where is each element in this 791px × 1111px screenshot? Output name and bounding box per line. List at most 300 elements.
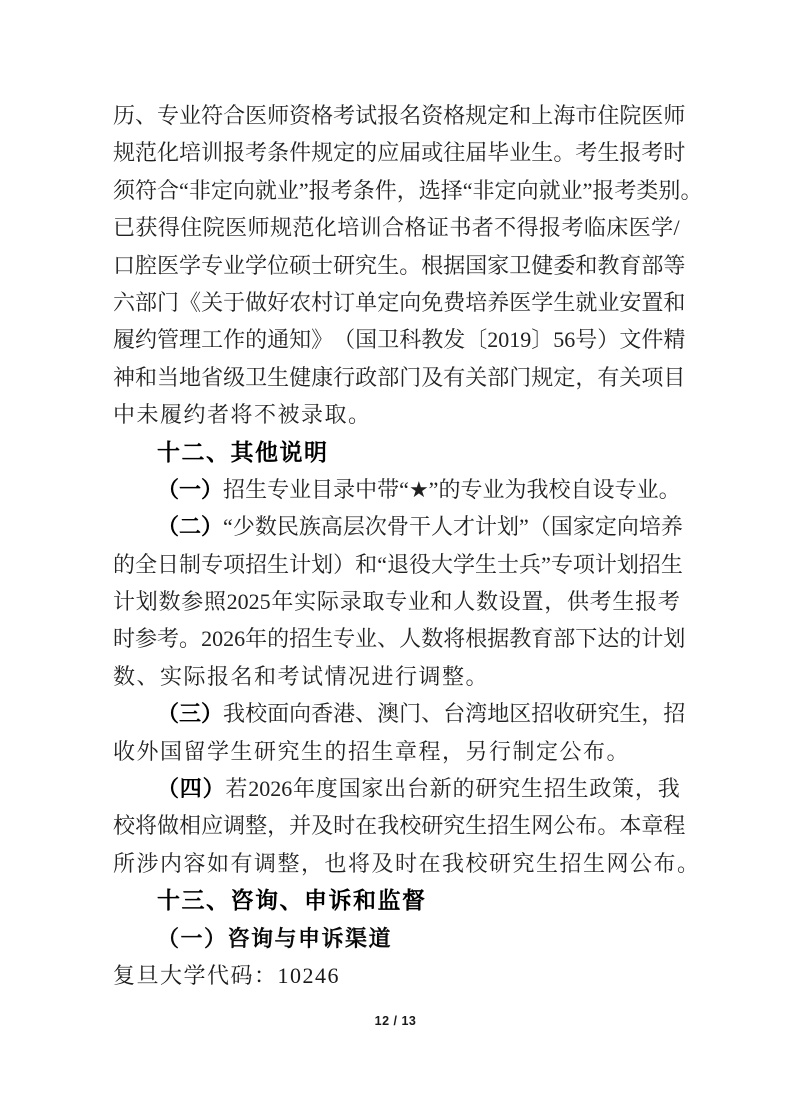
glyph: 部 <box>487 364 510 390</box>
glyph: ” <box>519 514 529 540</box>
glyph: 。 <box>658 476 681 502</box>
glyph: 置 <box>641 289 664 315</box>
glyph: 役 <box>408 551 431 577</box>
glyph: 育 <box>531 626 554 652</box>
text-line <box>113 172 703 209</box>
glyph: 专 <box>201 551 224 577</box>
glyph: 计 <box>474 514 497 540</box>
glyph: 培 <box>638 514 661 540</box>
glyph: 时 <box>333 813 356 839</box>
glyph: 者 <box>471 215 494 241</box>
glyph: 管 <box>157 327 180 353</box>
glyph: 健 <box>531 252 554 278</box>
glyph: 约 <box>135 327 158 353</box>
glyph: 不 <box>494 215 517 241</box>
glyph: 计 <box>113 589 136 615</box>
glyph: 专 <box>385 589 408 615</box>
text-line <box>113 284 686 321</box>
glyph: 已 <box>113 215 136 241</box>
glyph: 报 <box>635 589 658 615</box>
glyph: 非 <box>472 177 495 203</box>
glyph: 专 <box>333 626 356 652</box>
glyph: 四 <box>179 776 202 802</box>
glyph: 二 <box>179 514 202 540</box>
glyph: 履 <box>113 327 136 353</box>
glyph: 招 <box>638 551 661 577</box>
glyph: ” <box>582 177 593 203</box>
glyph: 取 <box>362 589 385 615</box>
glyph: 师 <box>247 215 270 241</box>
glyph: 港 <box>333 701 356 727</box>
glyph: 策 <box>612 776 635 802</box>
glyph: 目 <box>311 476 334 502</box>
glyph: 面 <box>267 701 290 727</box>
glyph: 划 <box>616 551 639 577</box>
glyph: 的 <box>113 551 136 577</box>
glyph: 关 <box>465 364 488 390</box>
glyph: ） <box>597 327 620 353</box>
glyph: 格 <box>404 215 427 241</box>
glyph: 的 <box>438 476 461 502</box>
glyph: 为 <box>504 476 527 502</box>
glyph: 有 <box>443 364 466 390</box>
glyph: 卫 <box>245 364 268 390</box>
glyph: 和 <box>355 551 378 577</box>
glyph: 生 <box>475 551 498 577</box>
glyph: 就 <box>575 289 598 315</box>
glyph: 专 <box>550 551 573 577</box>
glyph: 项 <box>572 551 595 577</box>
glyph: 次 <box>364 514 387 540</box>
glyph: 度 <box>315 776 338 802</box>
glyph: 专 <box>157 103 180 128</box>
glyph: 、 <box>355 701 378 727</box>
glyph: ， <box>641 701 664 727</box>
glyph: 六 <box>113 289 136 315</box>
glyph: 时 <box>663 140 686 166</box>
glyph: ） <box>201 701 224 727</box>
text-line <box>113 396 680 433</box>
glyph: 非 <box>188 177 211 203</box>
glyph: 安 <box>619 289 642 315</box>
glyph: 门 <box>509 364 532 390</box>
glyph: 人 <box>453 589 476 615</box>
glyph: 和 <box>575 252 598 278</box>
glyph: 年 <box>271 589 294 615</box>
glyph: “ <box>462 177 473 203</box>
glyph: 及 <box>311 813 334 839</box>
glyph: 格 <box>443 103 466 128</box>
glyph: 范 <box>135 140 158 166</box>
glyph: 范 <box>292 215 315 241</box>
glyph: 住 <box>597 103 620 128</box>
glyph: 业 <box>355 626 378 652</box>
glyph: 医 <box>628 215 651 241</box>
glyph: 条 <box>267 140 290 166</box>
glyph: 件 <box>374 177 397 203</box>
glyph: 招 <box>245 551 268 577</box>
glyph: 骨 <box>386 514 409 540</box>
glyph: 士 <box>497 551 520 577</box>
glyph: 校 <box>113 813 136 839</box>
glyph: 符 <box>135 177 158 203</box>
glyph: 证 <box>426 215 449 241</box>
glyph: 计 <box>641 626 664 652</box>
glyph: 一 <box>179 476 202 502</box>
glyph: 设 <box>592 476 615 502</box>
glyph: 考 <box>575 140 598 166</box>
glyph: 和 <box>663 289 686 315</box>
glyph: 报 <box>592 177 615 203</box>
glyph: 置 <box>521 589 544 615</box>
glyph: 临 <box>583 215 606 241</box>
glyph: 院 <box>619 103 642 128</box>
glyph: 考 <box>589 589 612 615</box>
glyph: 澳 <box>377 701 400 727</box>
glyph: 部 <box>553 626 576 652</box>
glyph: 及 <box>421 364 444 390</box>
glyph: “ <box>377 551 387 577</box>
glyph: 考 <box>330 177 353 203</box>
glyph: 三 <box>179 701 202 727</box>
glyph: 免 <box>421 289 444 315</box>
glyph: 研 <box>333 252 356 278</box>
text-segment: 十三、咨询、申诉和监督 <box>157 887 427 914</box>
glyph: 香 <box>311 701 334 727</box>
glyph: 章 <box>641 813 664 839</box>
glyph: 层 <box>342 514 365 540</box>
glyph: 获 <box>135 215 158 241</box>
glyph: 将 <box>443 626 466 652</box>
glyph: 湾 <box>465 701 488 727</box>
glyph: 生 <box>619 701 642 727</box>
glyph: 医 <box>245 103 268 128</box>
glyph: 考 <box>657 589 680 615</box>
glyph: 国 <box>550 514 573 540</box>
glyph: ★ <box>408 476 429 502</box>
glyph: 费 <box>443 289 466 315</box>
glyph: 际 <box>316 589 339 615</box>
glyph: 国 <box>465 252 488 278</box>
glyph: 应 <box>201 813 224 839</box>
glyph: 政 <box>355 364 378 390</box>
text-segment: （一）咨询与申诉渠道 <box>157 925 393 951</box>
glyph: 招 <box>543 776 566 802</box>
glyph: 神 <box>113 364 136 390</box>
text-line <box>113 247 686 284</box>
text-line <box>113 583 680 620</box>
text-segment: 十二、其他说明 <box>157 438 329 465</box>
glyph: 类 <box>636 177 659 203</box>
glyph: 格 <box>311 103 334 128</box>
text-line <box>113 807 686 844</box>
glyph: 〕 <box>531 327 554 353</box>
glyph: 号 <box>575 327 598 353</box>
glyph: 研 <box>421 813 444 839</box>
glyph: 规 <box>269 215 292 241</box>
glyph: 2025 <box>226 589 271 615</box>
glyph: 退 <box>386 551 409 577</box>
glyph: 教 <box>509 626 532 652</box>
glyph: 资 <box>421 103 444 128</box>
glyph: 项 <box>223 551 246 577</box>
glyph: 的 <box>619 626 642 652</box>
glyph: 门 <box>399 364 422 390</box>
glyph: 等 <box>663 252 686 278</box>
text-line <box>113 770 680 807</box>
glyph: 村 <box>311 289 334 315</box>
glyph: 划 <box>497 514 520 540</box>
glyph: 作 <box>223 327 246 353</box>
glyph: 市 <box>575 103 598 128</box>
glyph: 划 <box>663 626 686 652</box>
glyph: 医 <box>509 289 532 315</box>
text-line <box>113 733 680 770</box>
glyph: 卫 <box>509 252 532 278</box>
glyph: 有 <box>597 364 620 390</box>
glyph: 省 <box>201 364 224 390</box>
glyph: （ <box>157 514 180 540</box>
glyph: 家 <box>361 776 384 802</box>
glyph: 委 <box>553 252 576 278</box>
glyph: 究 <box>355 252 378 278</box>
glyph: 就 <box>254 177 277 203</box>
glyph: 级 <box>223 364 246 390</box>
glyph: 生 <box>377 252 400 278</box>
glyph: 专 <box>267 476 290 502</box>
glyph: 行 <box>333 364 356 390</box>
glyph: 康 <box>311 364 334 390</box>
glyph: 区 <box>509 701 532 727</box>
text-line <box>113 321 686 358</box>
glyph: （ <box>157 701 180 727</box>
glyph: 医 <box>641 103 664 128</box>
glyph: 家 <box>572 514 595 540</box>
glyph: 下 <box>575 626 598 652</box>
glyph: 的 <box>267 626 290 652</box>
glyph: 究 <box>443 813 466 839</box>
text-line <box>113 658 680 695</box>
glyph: 部 <box>377 364 400 390</box>
glyph: 文 <box>619 327 642 353</box>
glyph: 年 <box>245 626 268 652</box>
glyph: 政 <box>589 776 612 802</box>
glyph: 校 <box>245 701 268 727</box>
glyph: 师 <box>267 103 290 128</box>
glyph: 生 <box>245 476 268 502</box>
glyph: 专 <box>614 476 637 502</box>
glyph: 招 <box>223 476 246 502</box>
glyph: 时 <box>113 626 136 652</box>
glyph: 得 <box>157 215 180 241</box>
glyph: 定 <box>210 177 233 203</box>
text-line <box>113 209 680 246</box>
glyph: 、 <box>421 701 444 727</box>
glyph: 的 <box>355 140 378 166</box>
glyph: （ <box>528 514 551 540</box>
glyph: 中 <box>355 476 378 502</box>
glyph: 上 <box>531 103 554 128</box>
glyph: 计 <box>594 551 617 577</box>
glyph: 业 <box>289 476 312 502</box>
text-segment: 数、实际报名和考试情况进行调整。 <box>113 663 490 689</box>
glyph: 业 <box>407 589 430 615</box>
glyph: 网 <box>531 813 554 839</box>
glyph: 训 <box>201 140 224 166</box>
glyph: 少 <box>232 514 255 540</box>
glyph: 化 <box>157 140 180 166</box>
glyph: 届 <box>465 140 488 166</box>
glyph: 究 <box>498 776 521 802</box>
glyph: 生 <box>509 813 532 839</box>
glyph: 科 <box>399 327 422 353</box>
glyph: 学 <box>179 252 202 278</box>
glyph: 关 <box>201 289 224 315</box>
glyph: ” <box>298 177 309 203</box>
text-segment: 复旦大学代码：10246 <box>113 962 341 988</box>
glyph: ， <box>267 813 290 839</box>
glyph: 报 <box>308 177 331 203</box>
glyph: 人 <box>430 514 453 540</box>
glyph: 资 <box>289 103 312 128</box>
glyph: 年 <box>292 776 315 802</box>
glyph: 考 <box>157 626 180 652</box>
glyph: 本 <box>619 813 642 839</box>
glyph: 理 <box>179 327 202 353</box>
glyph: 教 <box>421 327 444 353</box>
glyph: 床 <box>606 215 629 241</box>
glyph: 。 <box>553 140 576 166</box>
glyph: 研 <box>575 701 598 727</box>
glyph: 院 <box>202 215 225 241</box>
section-heading <box>113 434 680 471</box>
glyph: 。 <box>597 813 620 839</box>
glyph: 》 <box>311 327 334 353</box>
glyph: 当 <box>157 364 180 390</box>
glyph: 定 <box>494 177 517 203</box>
glyph: 师 <box>663 103 686 128</box>
glyph: 学 <box>531 289 554 315</box>
glyph: 。 <box>680 177 703 203</box>
glyph: 做 <box>157 813 180 839</box>
section-heading <box>113 882 680 919</box>
glyph: 通 <box>267 327 290 353</box>
glyph: 须 <box>113 177 136 203</box>
glyph: 部 <box>135 289 158 315</box>
glyph: 培 <box>337 215 360 241</box>
glyph: 大 <box>430 551 453 577</box>
glyph: 的 <box>245 327 268 353</box>
glyph: 招 <box>663 701 686 727</box>
glyph: 学 <box>651 215 674 241</box>
glyph: 规 <box>465 103 488 128</box>
glyph: “ <box>399 476 409 502</box>
glyph: 业 <box>482 476 505 502</box>
glyph: 生 <box>267 364 290 390</box>
glyph: 考 <box>245 140 268 166</box>
glyph: ） <box>201 476 224 502</box>
glyph: 往 <box>443 140 466 166</box>
glyph: 业 <box>179 103 202 128</box>
glyph: （ <box>157 476 180 502</box>
glyph: 生 <box>267 551 290 577</box>
glyph: 56 <box>553 327 576 353</box>
glyph: 数 <box>254 514 277 540</box>
glyph: 程 <box>663 813 686 839</box>
glyph: 健 <box>289 364 312 390</box>
glyph: 人 <box>399 626 422 652</box>
glyph: 订 <box>333 289 356 315</box>
glyph: 带 <box>377 476 400 502</box>
glyph: 向 <box>516 177 539 203</box>
glyph: 据 <box>443 252 466 278</box>
glyph: 考 <box>333 103 356 128</box>
glyph: 毕 <box>487 140 510 166</box>
glyph: 定 <box>333 140 356 166</box>
text-segment: 中未履约者将不被录取。 <box>113 402 372 428</box>
glyph: 向 <box>289 701 312 727</box>
text-line <box>113 508 683 545</box>
text-line <box>113 471 680 508</box>
glyph: 精 <box>663 327 686 353</box>
glyph: 向 <box>616 514 639 540</box>
text-block <box>113 97 703 994</box>
glyph: 。 <box>179 626 202 652</box>
glyph: 应 <box>377 140 400 166</box>
glyph: 合 <box>157 177 180 203</box>
glyph: 出 <box>384 776 407 802</box>
glyph: 生 <box>553 289 576 315</box>
glyph: 录 <box>339 589 362 615</box>
glyph: 专 <box>460 476 483 502</box>
glyph: 报 <box>539 215 562 241</box>
glyph: 别 <box>658 177 681 203</box>
glyph: 并 <box>289 813 312 839</box>
glyph: 收 <box>553 701 576 727</box>
glyph: 生 <box>566 776 589 802</box>
glyph: 择 <box>440 177 463 203</box>
glyph: 或 <box>421 140 444 166</box>
glyph: 生 <box>311 626 334 652</box>
glyph: 相 <box>179 813 202 839</box>
glyph: 规 <box>531 364 554 390</box>
glyph: 生 <box>465 813 488 839</box>
glyph: 我 <box>223 701 246 727</box>
glyph: 生 <box>597 140 620 166</box>
glyph: 件 <box>289 140 312 166</box>
glyph: 培 <box>179 140 202 166</box>
glyph: 布 <box>575 813 598 839</box>
glyph: 书 <box>449 215 472 241</box>
glyph: 试 <box>355 103 378 128</box>
glyph: 农 <box>289 289 312 315</box>
glyph: 整 <box>245 813 268 839</box>
glyph: 《 <box>179 289 202 315</box>
glyph: 族 <box>298 514 321 540</box>
glyph: 将 <box>135 813 158 839</box>
glyph: 报 <box>619 140 642 166</box>
glyph: 研 <box>475 776 498 802</box>
glyph: ， <box>396 177 419 203</box>
text-line <box>113 620 686 657</box>
glyph: 家 <box>487 252 510 278</box>
glyph: ） <box>333 551 356 577</box>
glyph: ） <box>201 514 224 540</box>
glyph: 育 <box>619 252 642 278</box>
glyph: 兵 <box>519 551 542 577</box>
glyph: 定 <box>594 514 617 540</box>
glyph: 地 <box>487 701 510 727</box>
